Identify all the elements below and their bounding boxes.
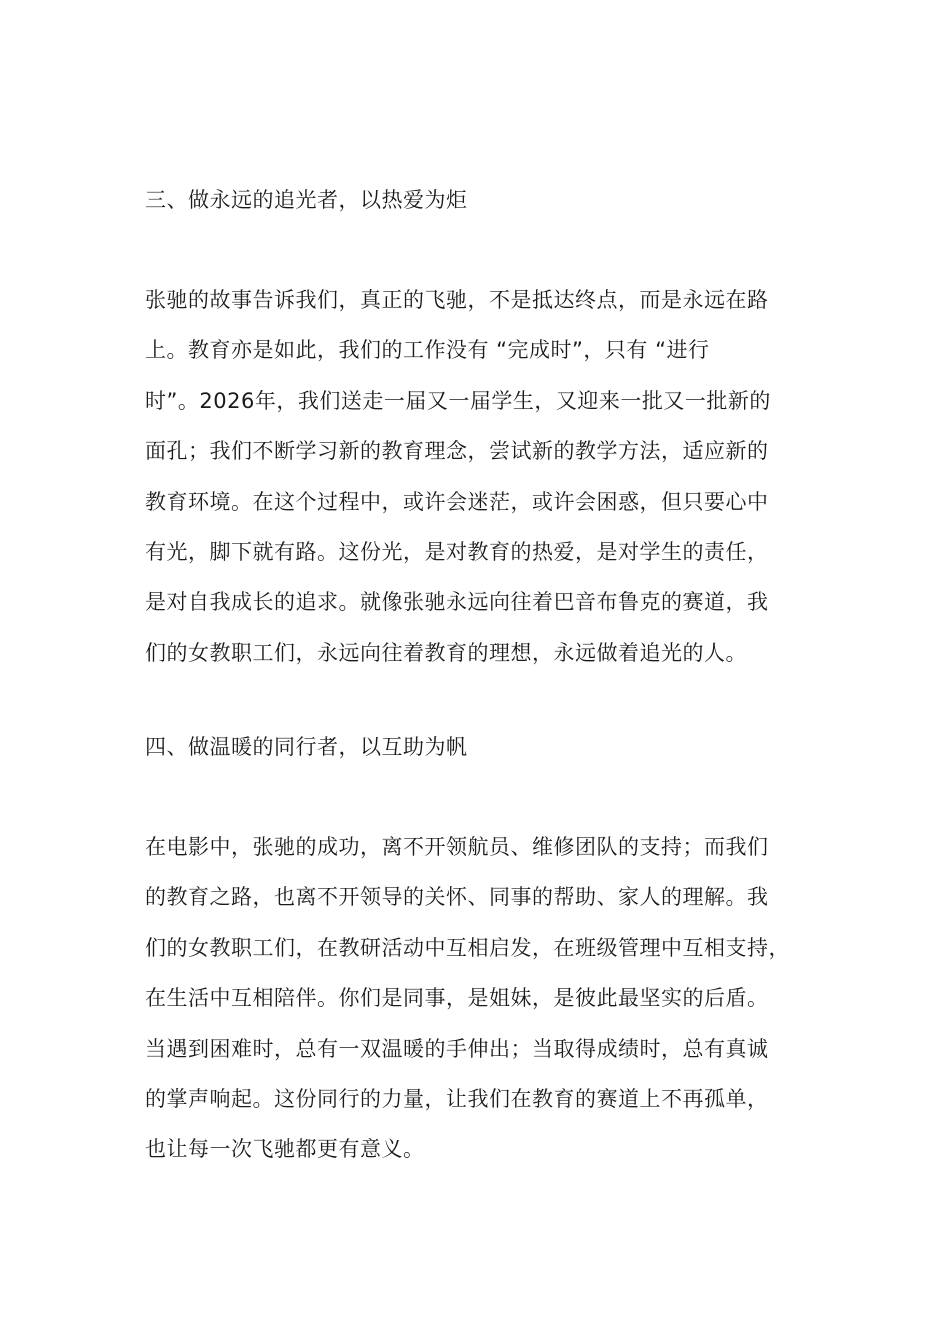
section-3-paragraph	[145, 275, 825, 678]
paragraph-line: 是对自我成长的追求。就像张驰永远向往着巴音布鲁克的赛道，我	[145, 590, 769, 615]
paragraph-line: 张驰的故事告诉我们，真正的飞驰，不是抵达终点，而是永远在路	[145, 288, 769, 312]
paragraph-line: 在电影中，张驰的成功，离不开领航员、维修团队的支持；而我们	[145, 835, 769, 859]
paragraph-line: 的教育之路，也离不开领导的关怀、同事的帮助、家人的理解。我	[145, 885, 769, 910]
paragraph-line: 也让每一次飞驰都更有意义。	[145, 1137, 425, 1162]
section-3-heading	[145, 175, 825, 225]
paragraph-line: 上。教育亦是如此，我们的工作没有 “完成时”，只有 “进行	[145, 338, 710, 363]
paragraph-line: 们的女教职工们，在教研活动中互相启发，在班级管理中互相支持，	[145, 935, 790, 960]
paragraph-line: 当遇到困难时，总有一双温暖的手伸出；当取得成绩时，总有真诚	[145, 1036, 769, 1061]
paragraph-line: 教育环境。在这个过程中，或许会迷茫，或许会困惑，但只要心中	[145, 489, 769, 514]
section-4-paragraph	[145, 822, 825, 1175]
paragraph-line: 面孔；我们不断学习新的教育理念，尝试新的教学方法，适应新的	[145, 439, 769, 464]
paragraph-line: 时”。2026年，我们送走一届又一届学生，又迎来一批又一批新的	[145, 388, 771, 413]
paragraph-line: 在生活中互相陪伴。你们是同事，是姐妹，是彼此最坚实的后盾。	[145, 986, 769, 1011]
section-4-heading	[145, 722, 825, 772]
paragraph-line: 们的女教职工们，永远向往着教育的理想，永远做着追光的人。	[145, 640, 747, 665]
paragraph-line: 的掌声响起。这份同行的力量，让我们在教育的赛道上不再孤单，	[145, 1086, 769, 1111]
heading-text: 三、做永远的追光者，以热爱为炬	[145, 188, 468, 212]
heading-text: 四、做温暖的同行者，以互助为帆	[145, 735, 468, 759]
paragraph-line: 有光，脚下就有路。这份光，是对教育的热爱，是对学生的责任，	[145, 539, 769, 564]
